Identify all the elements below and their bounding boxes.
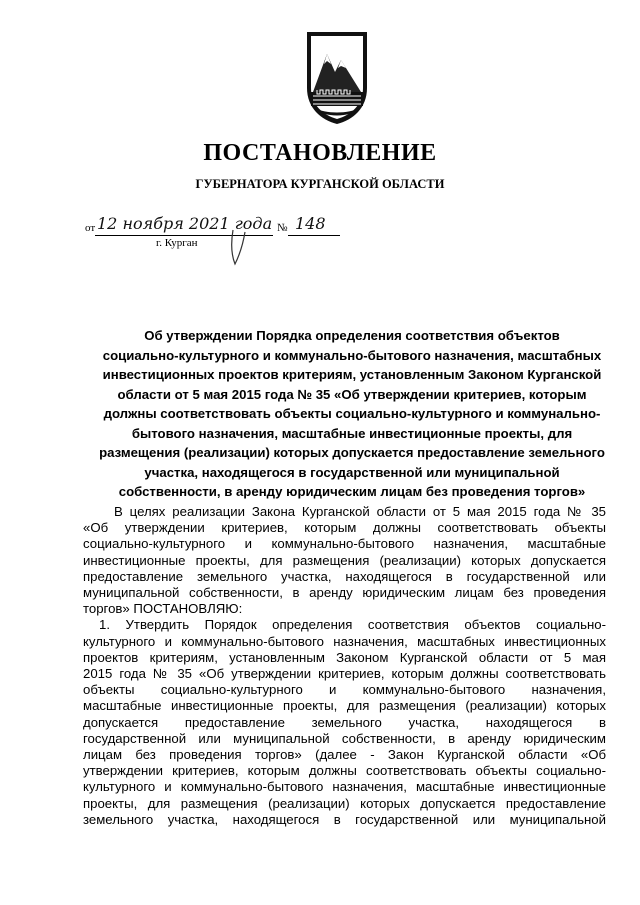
body-line: лицам без проведения торгов» (далее - Закон Курганской области «Об (83, 747, 606, 763)
heading-line: участка, находящегося в государственной или муниципальной (144, 464, 560, 480)
resolution-heading (82, 326, 622, 502)
body-line: торгов» ПОСТАНОВЛЯЮ: (83, 601, 243, 617)
heading-line: инвестиционных проектов критериям, установленным Законом Курганской (102, 367, 602, 382)
heading-line: размещения (реализации) которых допускается предоставление земельного (99, 445, 605, 460)
heading-line: области от 5 мая 2015 года № 35 «Об утверждении критериев, которым (117, 386, 587, 402)
document-title: ПОСТАНОВЛЕНИЕ (203, 140, 437, 166)
body-line: предоставление земельного участка, находящегося в государственной или (83, 568, 606, 584)
body-line: государственной или муниципальной собственности, в аренду юридическим (83, 730, 606, 746)
handwritten-date: 12 ноября 2021 года (97, 214, 273, 233)
document-subtitle: ГУБЕРНАТОРА КУРГАНСКОЙ ОБЛАСТИ (195, 177, 445, 191)
body-line: утверждении критериев, которым должны соответствовать объекты социально- (83, 763, 606, 779)
kurgan-coat-of-arms-icon (303, 30, 371, 126)
body-line: объекты социально-культурного и коммунально-бытового назначения, (83, 682, 606, 698)
number-underline (288, 235, 340, 236)
body-line: «Об утверждении критериев, которым должны соответствовать объекты (83, 520, 606, 536)
heading-line: должны соответствовать объекты социально-культурного и коммунально- (103, 406, 601, 421)
signature-stroke-icon (225, 228, 255, 268)
body-line: проекты, для размещения (реализации) которых допускается предоставление (83, 795, 606, 811)
heading-line: собственности, в аренду юридическим лицам без проведения торгов» (118, 484, 586, 499)
heading-line: социально-культурного и коммунально-бытового назначения, масштабных (102, 347, 602, 363)
date-prefix: от (85, 222, 96, 234)
body-line: 1. Утвердить Порядок определения соответствия объектов социально- (99, 617, 606, 633)
handwritten-number: 148 (295, 214, 326, 233)
number-label: № (277, 222, 288, 234)
body-line: социально-культурного и коммунально-бытового назначения, масштабные (83, 536, 606, 552)
body-line: земельного участка, находящегося в государственной или муниципальной (83, 811, 606, 827)
body-line: проектов критериям, установленным Законом Курганской области от 5 мая (83, 649, 606, 665)
body-line: муниципальной собственности, в аренду юридическим лицам без проведения (83, 585, 606, 601)
body-line: культурного и коммунально-бытового назначения, масштабные инвестиционные (83, 779, 606, 795)
body-line: В целях реализации Закона Курганской области от 5 мая 2015 года № 35 (114, 504, 606, 519)
body-line: инвестиционные проекты, для размещения (реализации) которых допускается (83, 552, 606, 568)
body-line: допускается предоставление земельного участка, находящегося в (83, 714, 606, 730)
heading-line: бытового назначения, масштабные инвестиционные проекты, для (131, 425, 573, 441)
clause-1-paragraph (83, 617, 606, 828)
city-label: г. Курган (156, 237, 198, 249)
body-line: культурного и коммунально-бытового назначения, масштабных инвестиционных (83, 633, 606, 649)
preamble-paragraph (83, 504, 606, 617)
resolution-body (83, 504, 606, 828)
heading-line: Об утверждении Порядка определения соответствия объектов (144, 328, 560, 343)
date-line (85, 214, 355, 238)
body-line: 2015 года № 35 «Об утверждении критериев, которым должны соответствовать (83, 666, 606, 682)
body-line: масштабные инвестиционные проекты, для размещения (реализации) которых (83, 698, 606, 714)
